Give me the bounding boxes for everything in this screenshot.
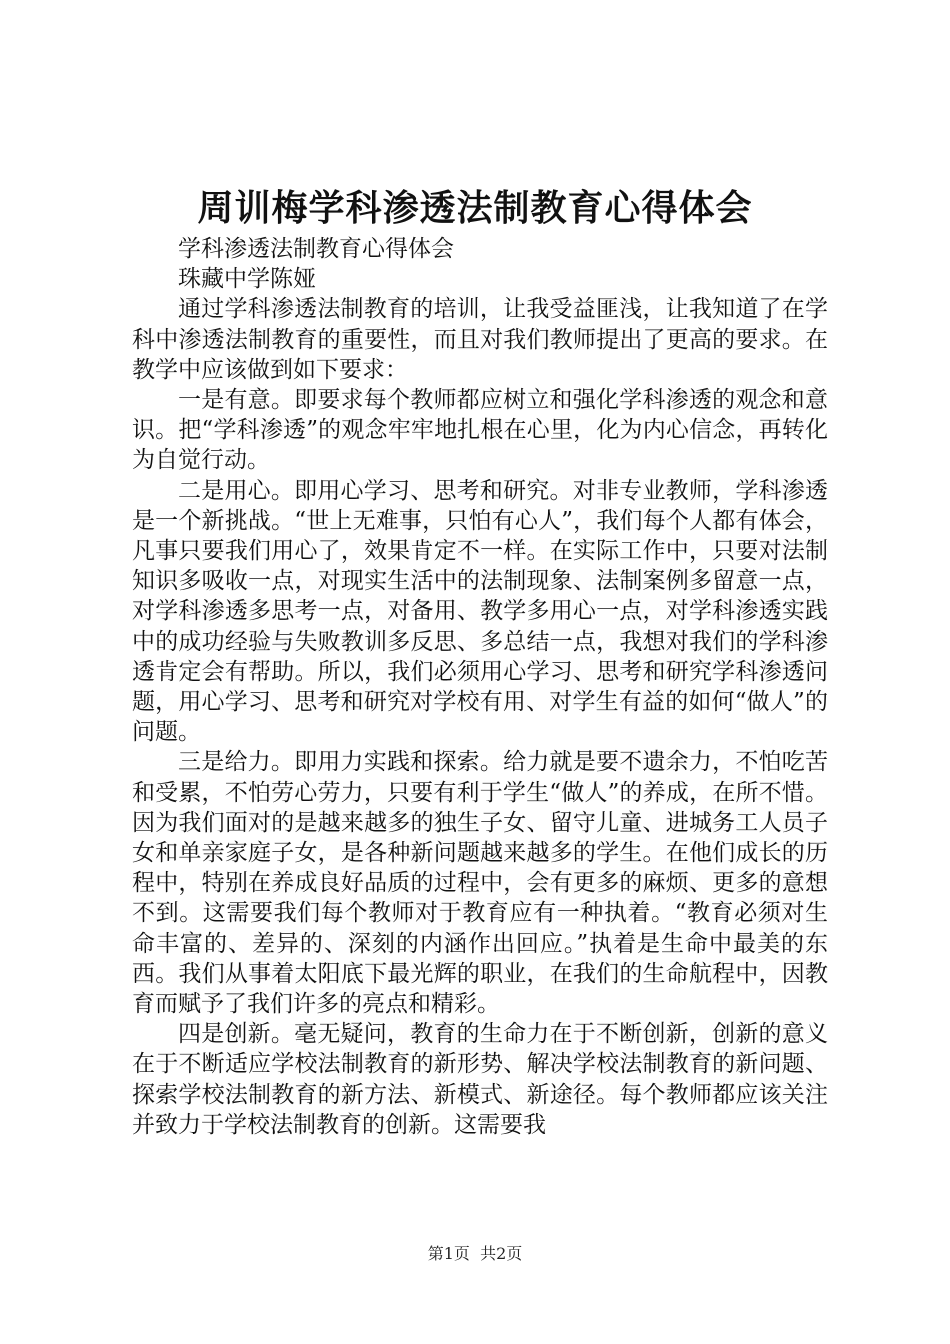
paragraph-intro: 通过学科渗透法制教育的培训，让我受益匪浅，让我知道了在学科中渗透法制教育的重要性，而且对我们教师提出了更高的要求。在教学中应该做到如下要求： [132,296,828,383]
page-footer [0,1243,950,1265]
document-body [132,234,828,1140]
subtitle-line: 学科渗透法制教育心得体会 [178,236,454,262]
paragraph-point-3: 三是给力。即用力实践和探索。给力就是要不遗余力，不怕吃苦和受累，不怕劳心劳力，只要有利于学生“做人”的养成，在所不惜。因为我们面对的是越来越多的独生子女、留守儿童、进城务工人员子女和单亲家庭子女，是各种新问题越来越多的学生。在他们成长的历程中，特别在养成良好品质的过程中，会有更多的麻烦、更多的意想不到。这需要我们每个教师对于教育应有一种执着。“教育必须对生命丰富的、差异的、深刻的内涵作出回应。”执着是生命中最美的东西。我们从事着太阳底下最光辉的职业，在我们的生命航程中，因教育而赋予了我们许多的亮点和精彩。 [132,749,828,1018]
page-total: 共2页 [480,1244,523,1263]
document-title: 周训梅学科渗透法制教育心得体会 [197,187,753,229]
paragraph-point-1: 一是有意。即要求每个教师都应树立和强化学科渗透的观念和意识。把“学科渗透”的观念牢牢地扎根在心里，化为内心信念，再转化为自觉行动。 [132,387,828,474]
page-number: 第1页 [427,1244,470,1263]
paragraph-point-4: 四是创新。毫无疑问，教育的生命力在于不断创新，创新的意义在于不断适应学校法制教育的新形势、解决学校法制教育的新问题、探索学校法制教育的新方法、新模式、新途径。每个教师都应该关注并致力于学校法制教育的创新。这需要我 [132,1021,828,1138]
author-line: 珠藏中学陈娅 [178,266,316,293]
paragraph-point-2: 二是用心。即用心学习、思考和研究。对非专业教师，学科渗透是一个新挑战。“世上无难事，只怕有心人”，我们每个人都有体会，凡事只要我们用心了，效果肯定不一样。在实际工作中，只要对法制知识多吸收一点，对现实生活中的法制现象、法制案例多留意一点，对学科渗透多思考一点，对备用、教学多用心一点，对学科渗透实践中的成功经验与失败教训多反思、多总结一点，我想对我们的学科渗透肯定会有帮助。所以，我们必须用心学习、思考和研究学科渗透问题，用心学习、思考和研究对学校有用、对学生有益的如何“做人”的问题。 [132,477,828,746]
